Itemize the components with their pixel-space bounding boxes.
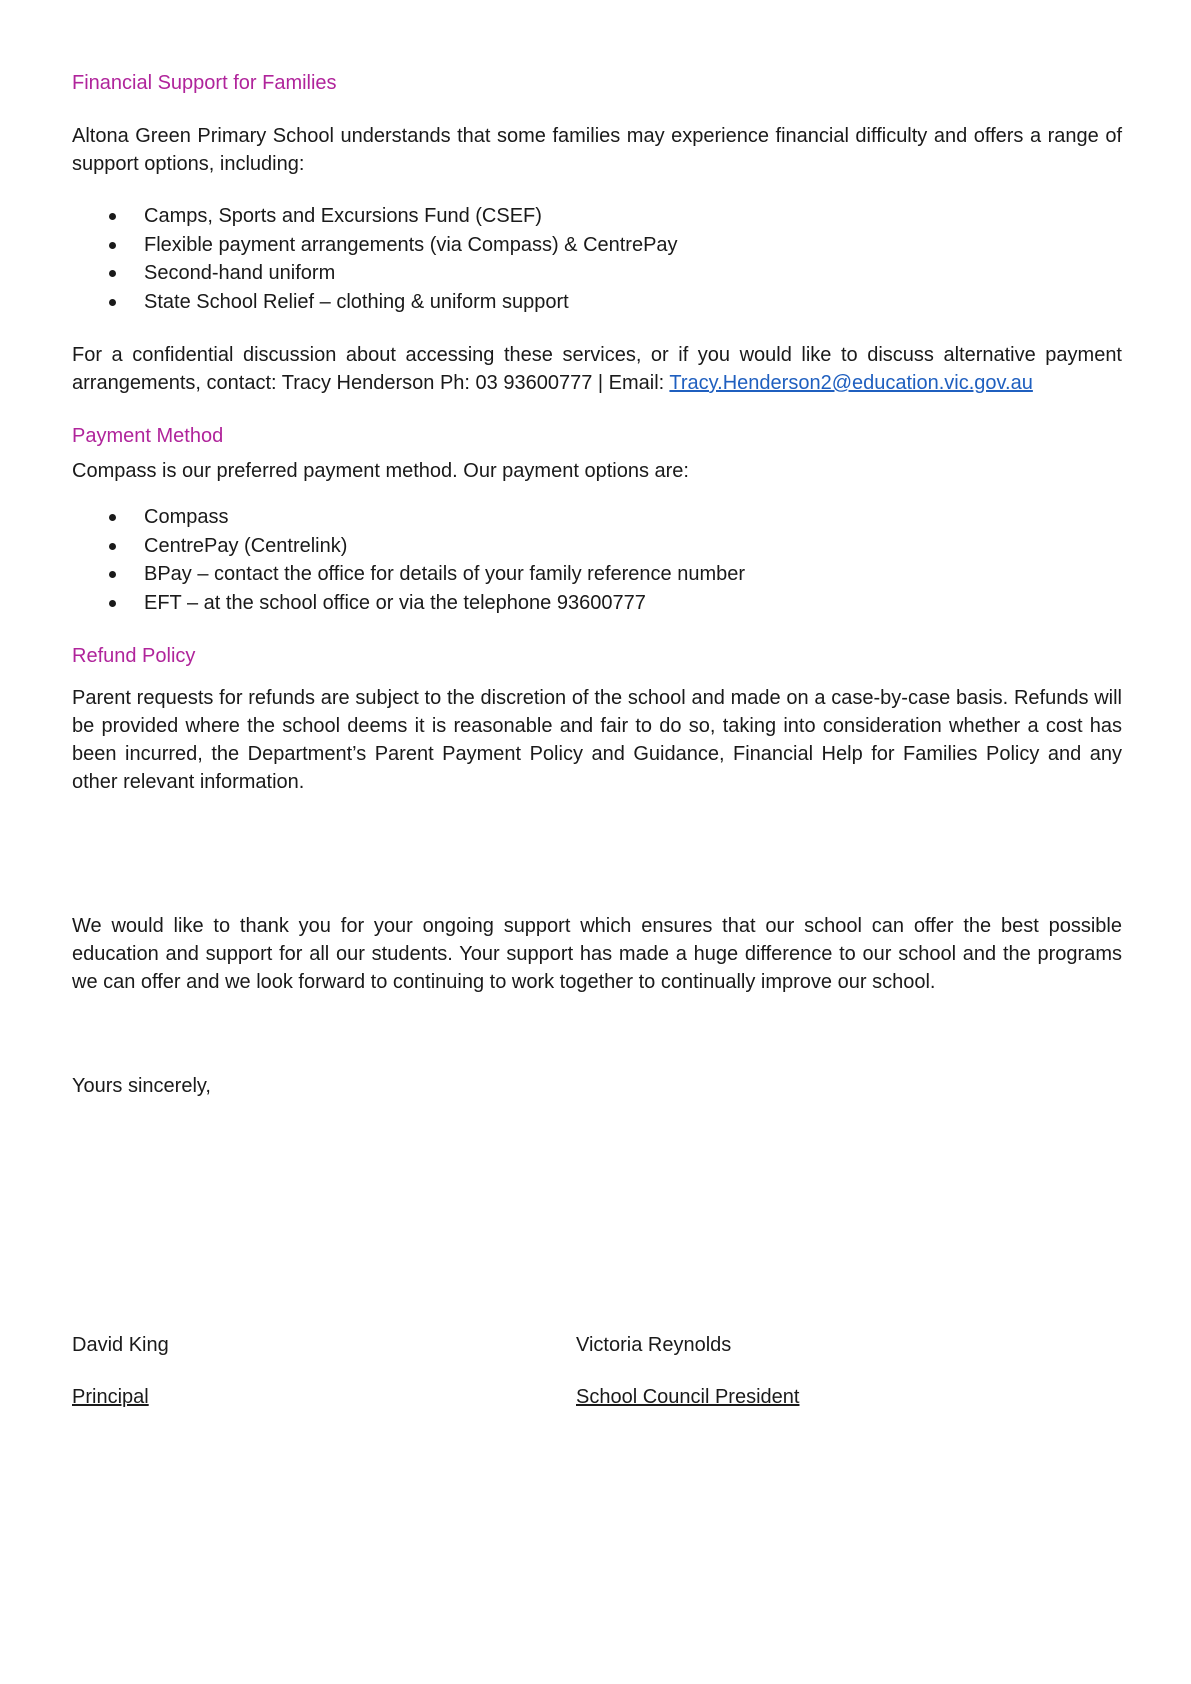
closing-thanks: We would like to thank you for your ongoing support which ensures that our school can offer the best possible education and support for all our students. Your support has made a huge difference to our school and the programs we can offer and we look forward to continuing to work together to continually improve our school. bbox=[72, 915, 1122, 993]
payment-options-list bbox=[72, 503, 1122, 618]
financial-support-heading: Financial Support for Families bbox=[72, 72, 337, 94]
list-item: Flexible payment arrangements (via Compass) & CentrePay bbox=[72, 231, 1122, 260]
sign-off: Yours sincerely, bbox=[72, 1075, 211, 1097]
bullet-icon bbox=[109, 242, 116, 249]
payment-method-heading: Payment Method bbox=[72, 425, 224, 447]
signatory-name-principal: David King bbox=[72, 1334, 169, 1356]
refund-policy-heading: Refund Policy bbox=[72, 645, 196, 667]
financial-support-intro: Altona Green Primary School understands that some families may experience financial difficulty and offers a range of support options, including: bbox=[72, 125, 1122, 175]
bullet-icon bbox=[109, 270, 116, 277]
financial-support-contact bbox=[72, 341, 1122, 397]
contact-email-link[interactable]: Tracy.Henderson2@education.vic.gov.au bbox=[669, 372, 1033, 394]
financial-support-options-list bbox=[72, 202, 1122, 317]
bullet-icon bbox=[109, 514, 116, 521]
bullet-icon bbox=[109, 571, 116, 578]
list-item: State School Relief – clothing & uniform support bbox=[72, 288, 1122, 317]
signatory-role-president: School Council President bbox=[576, 1386, 800, 1408]
refund-policy-text: Parent requests for refunds are subject to the discretion of the school and made on a case-by-case basis. Refunds will be provided where the school deems it is reasonable and fair to do so, taking into consideration whether a cost has been incurred, the Department’s Parent Payment Policy and Guidance, Financial Help for Families Policy and any other relevant information. bbox=[72, 687, 1122, 793]
list-item: Compass bbox=[72, 503, 1122, 532]
payment-method-intro: Compass is our preferred payment method. Our payment options are: bbox=[72, 460, 689, 482]
bullet-icon bbox=[109, 600, 116, 607]
bullet-icon bbox=[109, 299, 116, 306]
bullet-icon bbox=[109, 543, 116, 550]
list-item: CentrePay (Centrelink) bbox=[72, 532, 1122, 561]
contact-text: For a confidential discussion about accessing these services, or if you would like to discuss alternative payment arrangements, contact: Tracy Henderson Ph: 03 93600777 | Email: bbox=[72, 344, 1122, 394]
list-item: EFT – at the school office or via the telephone 93600777 bbox=[72, 589, 1122, 618]
list-item: BPay – contact the office for details of your family reference number bbox=[72, 560, 1122, 589]
signatory-name-president: Victoria Reynolds bbox=[576, 1334, 732, 1356]
list-item: Camps, Sports and Excursions Fund (CSEF) bbox=[72, 202, 1122, 231]
bullet-icon bbox=[109, 213, 116, 220]
list-item: Second-hand uniform bbox=[72, 259, 1122, 288]
signatory-role-principal: Principal bbox=[72, 1386, 149, 1408]
